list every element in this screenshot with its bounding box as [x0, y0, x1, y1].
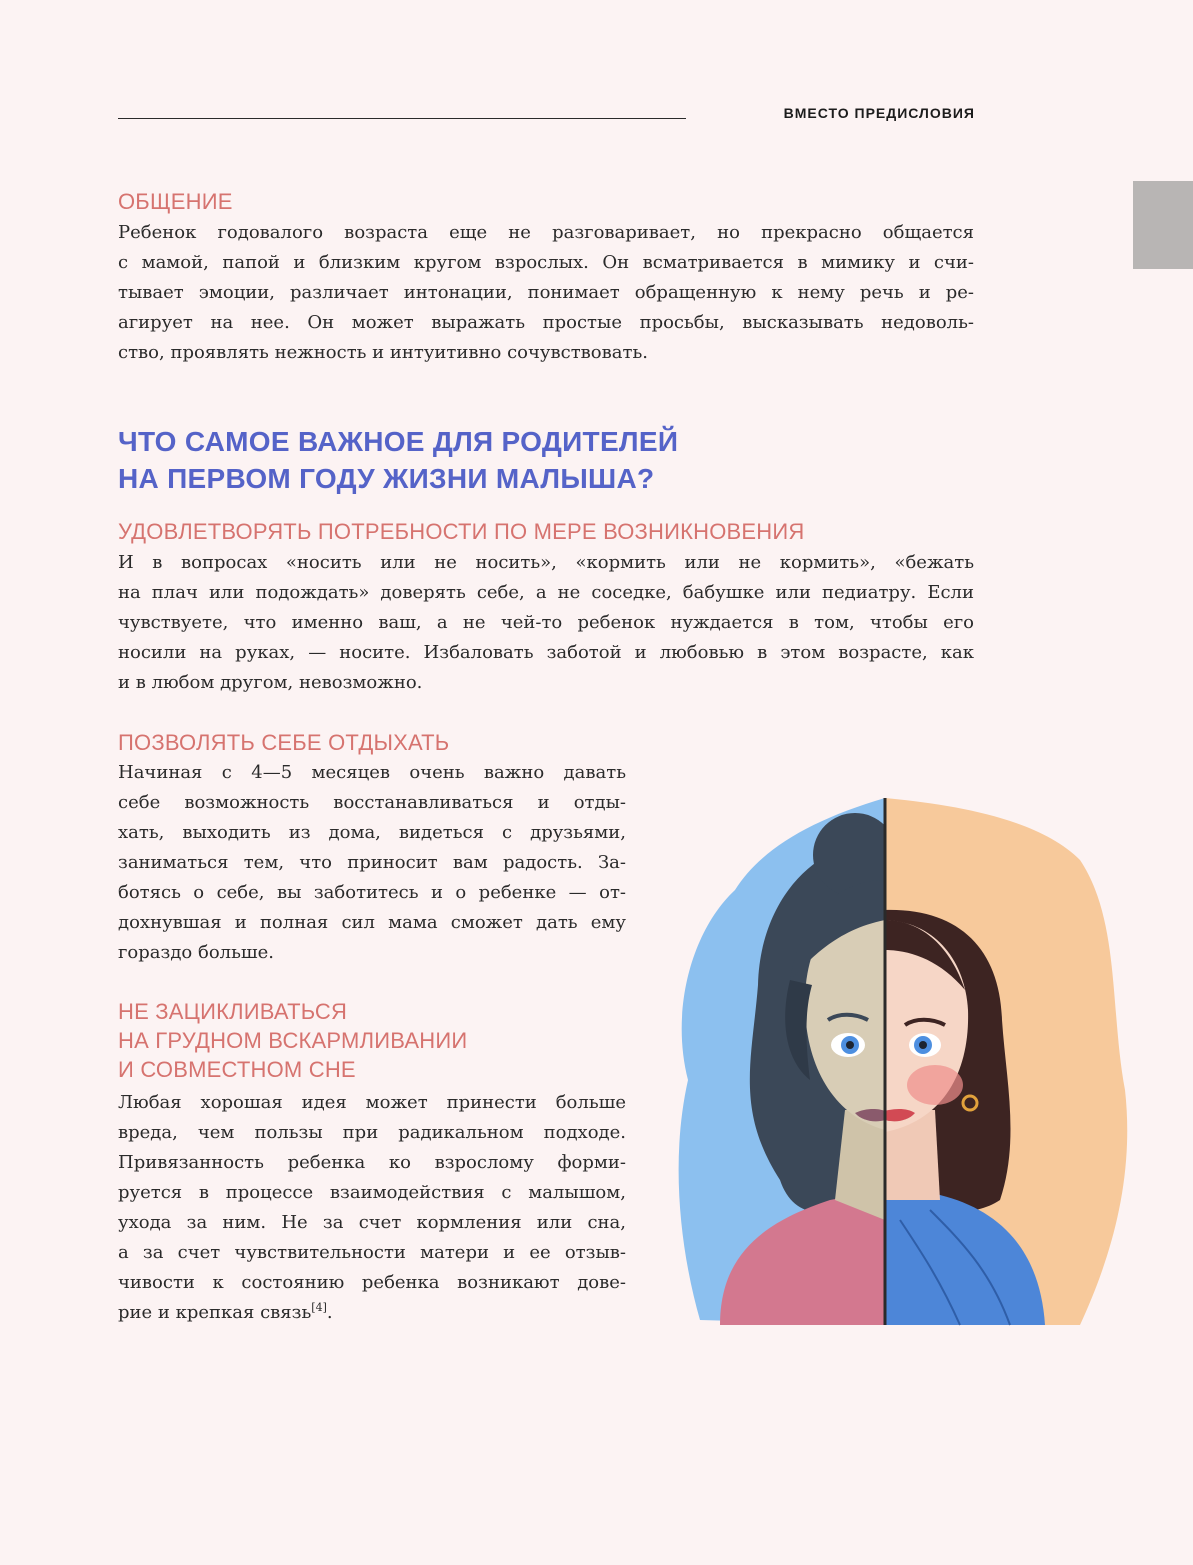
heading-line: И СОВМЕСТНОМ СНЕ — [118, 1057, 356, 1082]
text-line: на плач или подождать» доверять себе, а не соседке, бабушке или педиатру. Если — [118, 582, 974, 603]
text-line: руется в процессе взаимодействия с малышом, — [118, 1182, 626, 1203]
text-line: хать, выходить из дома, видеться с друзьями, — [118, 822, 626, 843]
running-head: ВМЕСТО ПРЕДИСЛОВИЯ — [783, 105, 975, 121]
fixation-heading — [118, 997, 467, 1084]
heading-line: НЕ ЗАЦИКЛИВАТЬСЯ — [118, 999, 348, 1024]
communication-heading: ОБЩЕНИЕ — [118, 189, 233, 214]
text-line: а за счет чувствительности матери и ее отзыв- — [118, 1242, 626, 1263]
text-line: с мамой, папой и близким кругом взрослых. Он всматривается в мимику и счи- — [118, 252, 974, 273]
text-line: тывает эмоции, различает интонации, понимает обращенную к нему речь и ре- — [118, 282, 974, 303]
text-line: Ребенок годовалого возраста еще не разговаривает, но прекрасно общается — [118, 222, 974, 243]
text-line: ухода за ним. Не за счет кормления или сна, — [118, 1212, 626, 1233]
text-line: чивости к состоянию ребенка возникают дове- — [118, 1272, 626, 1293]
text-line: ство, проявлять нежность и интуитивно сочувствовать. — [118, 342, 648, 363]
text-line: носили на руках, — носите. Избаловать заботой и любовью в этом возрасте, как — [118, 642, 974, 663]
heading-line: ЧТО САМОЕ ВАЖНОЕ ДЛЯ РОДИТЕЛЕЙ — [118, 426, 679, 457]
text-line: агирует на нее. Он может выражать простые просьбы, высказывать недоволь- — [118, 312, 974, 333]
text-line: Любая хорошая идея может принести больше — [118, 1092, 626, 1113]
text-line: Привязанность ребенка ко взрослому форми- — [118, 1152, 626, 1173]
text-line: гораздо больше. — [118, 942, 274, 963]
fixation-paragraph — [118, 1088, 626, 1328]
rest-heading: ПОЗВОЛЯТЬ СЕБЕ ОТДЫХАТЬ — [118, 730, 450, 755]
right-cheek-blush — [907, 1065, 963, 1105]
needs-paragraph — [118, 548, 974, 698]
heading-line: НА ГРУДНОМ ВСКАРМЛИВАНИИ — [118, 1028, 468, 1053]
portrait-illustration — [640, 780, 1140, 1380]
text-line: себе возможность восстанавливаться и отды- — [118, 792, 626, 813]
text-line: И в вопросах «носить или не носить», «кормить или не кормить», «бежать — [118, 552, 974, 573]
needs-heading: УДОВЛЕТВОРЯТЬ ПОТРЕБНОСТИ ПО МЕРЕ ВОЗНИКНОВЕНИЯ — [118, 519, 805, 544]
text-line: и в любом другом, невозможно. — [118, 672, 423, 693]
text-line: Начиная с 4—5 месяцев очень важно давать — [118, 762, 626, 783]
last-line-text: рие и крепкая связь — [118, 1302, 312, 1323]
header-rule — [118, 118, 686, 119]
rest-paragraph — [118, 758, 626, 968]
text-line: ботясь о себе, вы заботитесь и о ребенке — от- — [118, 882, 626, 903]
heading-line: НА ПЕРВОМ ГОДУ ЖИЗНИ МАЛЫША? — [118, 463, 655, 494]
text-line: дохнувшая и полная сил мама сможет дать ему — [118, 912, 626, 933]
footnote-reference[interactable]: [4] — [311, 1301, 327, 1314]
main-question-heading — [118, 423, 678, 497]
text-line: чувствуете, что именно ваш, а не чей-то ребенок нуждается в том, чтобы его — [118, 612, 974, 633]
text-line: вреда, чем пользы при радикальном подходе. — [118, 1122, 626, 1143]
text-line — [118, 1298, 626, 1328]
communication-paragraph — [118, 218, 974, 368]
last-line-end: . — [326, 1302, 333, 1323]
text-line: заниматься тем, что приносит вам радость. За- — [118, 852, 626, 873]
side-thumb-tab — [1133, 181, 1193, 269]
